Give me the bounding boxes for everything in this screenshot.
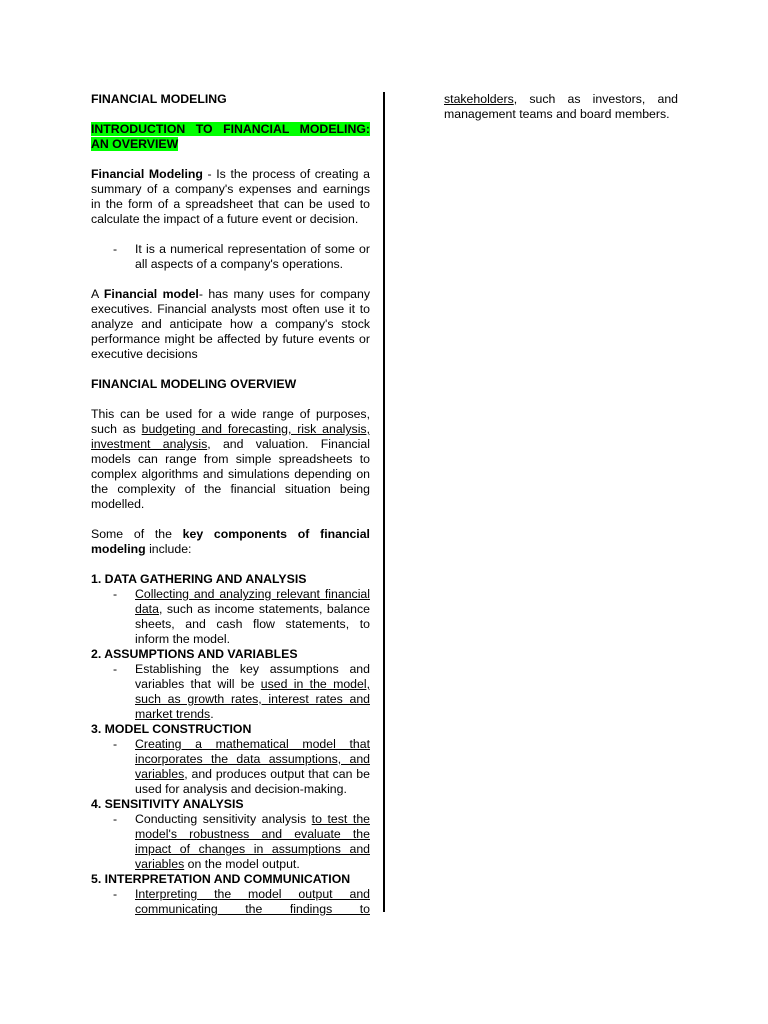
section-5-heading: 5. INTERPRETATION AND COMMUNICATION [91, 872, 351, 886]
section-3-heading: 3. MODEL CONSTRUCTION [91, 722, 252, 736]
components-paragraph [91, 527, 370, 557]
section-3-underline: Creating a mathematical model that incorporates the data assumptions, and variables [135, 737, 370, 781]
section-4-bullet [91, 812, 370, 872]
section-5-bullet [91, 887, 370, 917]
bullet-dash: - [113, 887, 118, 901]
intro-heading [91, 122, 370, 137]
column-divider [383, 92, 385, 912]
definition-bullet-text: It is a numerical representation of some or all aspects of a company's operations. [135, 242, 370, 271]
section-5-underline: Interpreting the model output and communicating the findings to [135, 887, 370, 916]
section-1-heading: 1. DATA GATHERING AND ANALYSIS [91, 572, 307, 586]
section-2-heading: 2. ASSUMPTIONS AND VARIABLES [91, 647, 298, 661]
left-column [91, 92, 370, 917]
section-2-bullet [91, 662, 370, 722]
model-text: - has many uses for company executives. Financial analysts most often use it to analyze and anticipate how a company's stock performance might be affected by future events or executive decisions [91, 287, 370, 361]
definition-term: Financial Modeling [91, 167, 203, 181]
components-text-2: include: [145, 542, 192, 556]
definition-paragraph [91, 167, 370, 227]
section-3-text: , and produces output that can be used for analysis and decision-making. [135, 767, 370, 796]
right-column [444, 92, 678, 122]
section-3-bullet [91, 737, 370, 797]
section-4-text-2: on the model output. [184, 857, 300, 871]
continuation-text: , such as investors, and management teams and board members. [444, 92, 678, 121]
section-1-underline: Collecting and analyzing relevant financial data [135, 587, 370, 616]
section-4-heading: 4. SENSITIVITY ANALYSIS [91, 797, 244, 811]
definition-bullet [91, 242, 370, 272]
bullet-dash: - [113, 242, 118, 256]
section-2-text-1: Establishing the key assumptions and variables that will be [135, 662, 370, 691]
overview-paragraph [91, 407, 370, 512]
continuation-underline: stakeholders [444, 92, 514, 106]
components-bold: key components of financial modeling [91, 527, 370, 556]
bullet-dash: - [113, 662, 118, 676]
components-text-1: Some of the [91, 527, 183, 541]
definition-text: - Is the process of creating a summary of a company's expenses and earnings in the form of a spreadsheet that can be used to calculate the impact of a future event or decision. [91, 167, 370, 226]
section-2-underline: used in the model, such as growth rates, interest rates and market trends [135, 677, 370, 721]
overview-text-2: , and valuation. Financial models can range from simple spreadsheets to complex algorithms and simulations depending on the complexity of the financial situation being modelled. [91, 437, 370, 511]
section-4-underline: to test the model's robustness and evaluate the impact of changes in assumptions and variables [135, 812, 370, 871]
document-title: FINANCIAL MODELING [91, 92, 227, 106]
intro-heading-2 [91, 137, 370, 152]
overview-heading: FINANCIAL MODELING OVERVIEW [91, 377, 297, 391]
model-term: Financial model [103, 287, 199, 301]
model-prefix: A [91, 287, 104, 301]
model-paragraph [91, 287, 370, 362]
bullet-dash: - [113, 737, 118, 751]
bullet-dash: - [113, 587, 118, 601]
section-1-bullet [91, 587, 370, 647]
section-1-text: , such as income statements, balance sheets, and cash flow statements, to inform the model. [135, 602, 370, 646]
section-4-text-1: Conducting sensitivity analysis [135, 812, 312, 826]
overview-text-1: This can be used for a wide range of purposes, such as [91, 407, 370, 436]
continuation-paragraph [444, 92, 678, 122]
section-2-text-2: . [210, 707, 214, 721]
overview-underline: budgeting and forecasting, risk analysis, investment analysis [91, 422, 370, 451]
bullet-dash: - [113, 812, 118, 826]
intro-heading-line1: INTRODUCTION TO FINANCIAL MODELING: [91, 122, 370, 136]
intro-heading-line2: AN OVERVIEW [91, 137, 179, 151]
